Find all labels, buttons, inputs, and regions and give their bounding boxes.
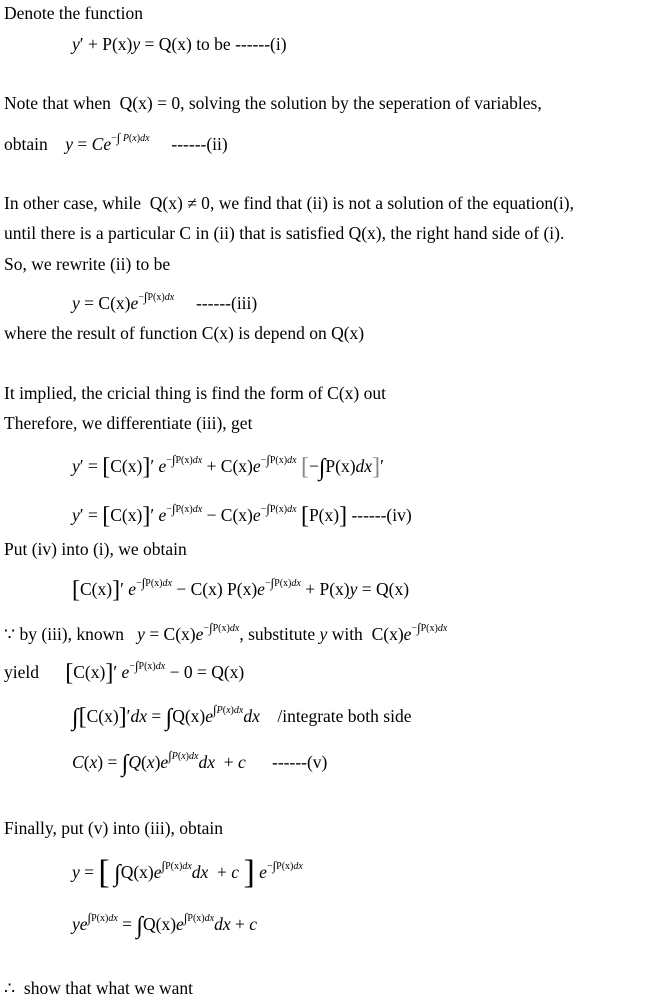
yield-line: yield [C(x)]′ $e^{-\int P(x)dx} - 0 = Q(x)$: [4, 658, 245, 686]
eq-tag-i: ------(i): [235, 34, 287, 54]
equation-i: y′ + P(x)y = Q(x) to be ------(i): [72, 34, 287, 54]
because-symbol: ∵: [4, 624, 16, 644]
eq-tag-iv: ------(iv): [351, 505, 412, 525]
final-equation-1: y = [ $\int Q(x)e^{\int P(x)dx}dx + c$ ] $e^{-\int P(x)dx}$: [72, 854, 303, 891]
eq-tag-iii: ------(iii): [196, 293, 258, 313]
note-text: Note that when Q(x) = 0, solving the solution by the seperation of variables,: [4, 93, 542, 113]
therefore-symbol: ∴: [4, 978, 16, 998]
implied-text: It implied, the cricial thing is find the form of C(x) out: [4, 383, 387, 403]
known-text: ∵ by (iii), known $y = C(x)e^{-\int P(x)dx}$, substitute y with $C(x)e^{-\int P(x)dx}$: [4, 620, 448, 644]
equation-ii: obtain $y = Ce^{-\int P(x)dx}$ ------(ii): [4, 130, 228, 154]
differentiate-text: Therefore, we differentiate (iii), get: [4, 413, 253, 433]
case-text: In other case, while Q(x) ≠ 0, we find that (ii) is not a solution of the equation(i),: [4, 193, 574, 213]
eq-tag-ii: ------(ii): [171, 134, 228, 154]
depend-text: where the result of function C(x) is depend on Q(x): [4, 323, 365, 343]
particular-c-text: until there is a particular C in (ii) that is satisfied Q(x), the right hand side of (i).: [4, 223, 565, 243]
intro-text: Denote the function: [4, 3, 143, 23]
rewrite-text: So, we rewrite (ii) to be: [4, 254, 171, 274]
equation-iv: y′ = [C(x)]′ $e^{-\int P(x)dx} - C(x)e^{-\int P(x)dx}$ [P(x)] ------(iv): [72, 501, 412, 529]
finally-text: Finally, put (v) into (iii), obtain: [4, 818, 224, 838]
conclusion-text: ∴ show that what we want: [4, 978, 194, 998]
put-iv-text: Put (iv) into (i), we obtain: [4, 539, 187, 559]
integrate-line: $\int[C(x)]'dx = \int Q(x)e^{\int P(x)dx}dx$ /integrate both side: [72, 702, 412, 731]
substituted-equation: [C(x)]′ $e^{-\int P(x)dx} - C(x) P(x)e^{-\int P(x)dx} + P(x)y = Q(x)$: [72, 575, 410, 603]
derivative-line-1: y′ = [C(x)]′ $e^{-\int P(x)dx} + C(x)e^{-\int P(x)dx}$ [−∫P(x)dx]′: [72, 452, 384, 481]
equation-iii: $y = C(x)e^{-\int P(x)dx}$ ------(iii): [72, 289, 258, 313]
eq-tag-v: ------(v): [272, 752, 328, 772]
equation-v: $C(x) = \int Q(x)e^{\int P(x)dx}dx + c$ ------(v): [72, 748, 328, 777]
final-equation-2: $ye^{\int P(x)dx} = \int Q(x)e^{\int P(x)dx}dx + c$: [72, 910, 258, 939]
